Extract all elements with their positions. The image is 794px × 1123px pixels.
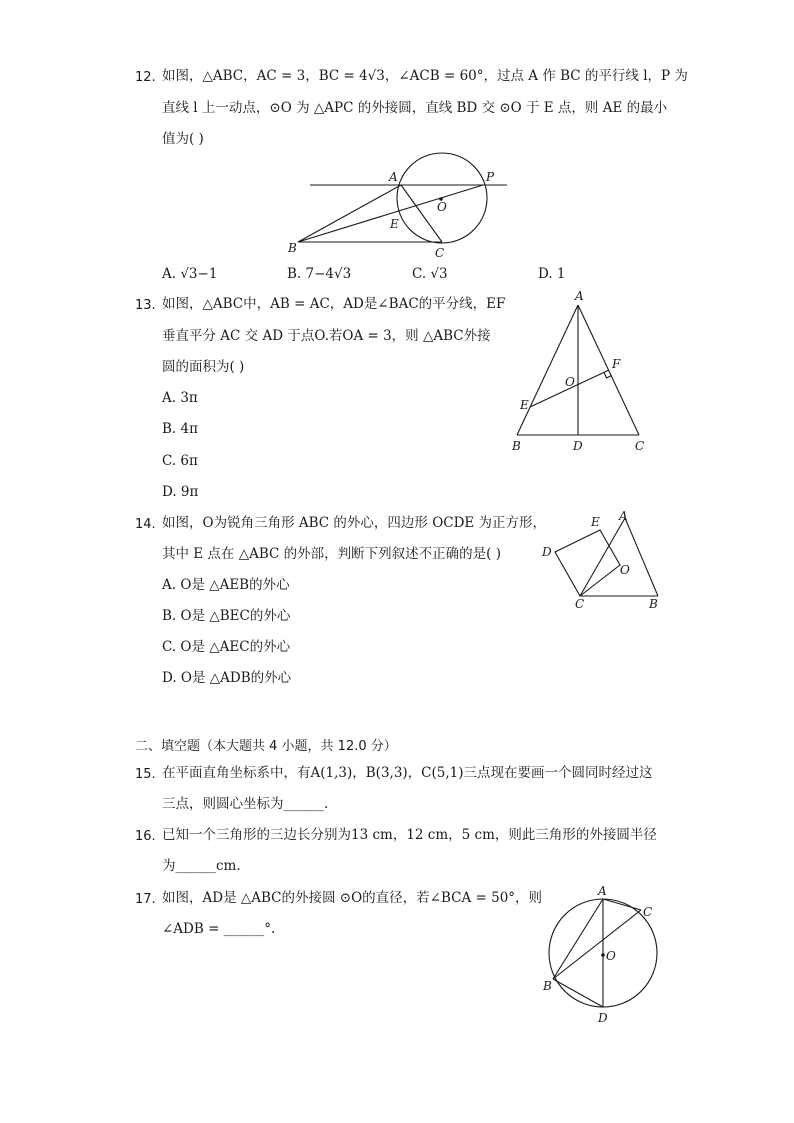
q12-option-a: A. √3−1 (162, 266, 218, 282)
q15-line1: 在平面直角坐标系中，有A(1,3)，B(3,3)，C(5,1)三点现在要画一个圆同时经过这 (162, 765, 653, 781)
q17-label-c: C (643, 905, 653, 919)
q13-option-c: C. 6π (162, 453, 198, 469)
q14-option-d: D. O是 △ADB的外心 (162, 670, 292, 686)
q14-label-o: O (620, 563, 630, 577)
q12-label-c: C (435, 246, 445, 260)
q12-label-b: B (288, 241, 297, 255)
q12-option-c: C. √3 (412, 266, 448, 282)
q12-label-a: A (389, 170, 398, 184)
q14-figure (538, 505, 668, 619)
q14-label-d: D (542, 545, 552, 559)
q16-number: 16. (135, 829, 156, 844)
q13-label-o: O (565, 375, 575, 389)
q13-figure (505, 285, 655, 461)
q13-line2: 垂直平分 AC 交 AD 于点O.若OA = 3，则 △ABC外接 (162, 328, 491, 344)
q14-label-e: E (591, 515, 600, 529)
q14-option-a: A. O是 △AEB的外心 (162, 577, 290, 593)
q12-option-d: D. 1 (538, 266, 566, 282)
q12-line3: 值为( ) (162, 131, 204, 147)
q14-option-c: C. O是 △AEC的外心 (162, 639, 291, 655)
q13-label-f: F (612, 357, 621, 371)
q12-line2: 直线 l 上一动点，⊙O 为 △APC 的外接圆，直线 BD 交 ⊙O 于 E 点，则 AE 的最小 (162, 100, 668, 116)
q17-label-d: D (598, 1011, 608, 1025)
section-2-title: 二、填空题（本大题共 4 小题，共 12.0 分） (135, 739, 397, 754)
q13-option-a: A. 3π (162, 390, 198, 406)
q13-option-d: D. 9π (162, 484, 199, 500)
q13-label-d: D (573, 439, 583, 453)
q17-label-a: A (598, 884, 607, 898)
q13-label-b: B (512, 439, 521, 453)
q14-label-c: C (575, 597, 585, 611)
q15-line2: 三点，则圆心坐标为______. (162, 796, 329, 812)
q13-option-b: B. 4π (162, 421, 198, 437)
q12-figure (285, 148, 525, 267)
q13-label-a: A (575, 289, 584, 303)
q13-label-c: C (635, 439, 645, 453)
q14-number: 14. (135, 517, 156, 532)
q12-number: 12. (135, 70, 156, 85)
q17-label-o: O (606, 949, 616, 963)
q14-line2: 其中 E 点在 △ABC 的外部，判断下列叙述不正确的是( ) (162, 546, 501, 562)
q17-label-b: B (543, 979, 552, 993)
q15-number: 15. (135, 767, 156, 782)
q13-number: 13. (135, 298, 156, 313)
q14-label-b: B (649, 597, 658, 611)
q12-label-e: E (390, 217, 399, 231)
q17-number: 17. (135, 892, 156, 907)
q12-option-b: B. 7−4√3 (287, 266, 352, 282)
q13-line3: 圆的面积为( ) (162, 359, 245, 375)
q16-line2: 为______cm. (162, 858, 241, 874)
q14-line1: 如图，O为锐角三角形 ABC 的外心，四边形 OCDE 为正方形， (162, 515, 547, 531)
q12-line1: 如图，△ABC，AC = 3，BC = 4√3，∠ACB = 60°，过点 A 作 BC 的平行线 l，P 为 (162, 68, 688, 84)
q14-label-a: A (619, 509, 628, 523)
q12-label-p: P (486, 170, 495, 184)
q14-option-b: B. O是 △BEC的外心 (162, 608, 291, 624)
q13-line1: 如图，△ABC中，AB = AC，AD是∠BAC的平分线，EF (162, 296, 506, 312)
q13-label-e: E (520, 398, 529, 412)
q17-line1: 如图，AD是 △ABC的外接圆 ⊙O的直径，若∠BCA = 50°，则 (162, 890, 543, 906)
q17-figure (535, 880, 670, 1034)
q17-line2: ∠ADB = ______°. (162, 921, 276, 937)
q12-label-o: O (437, 200, 447, 214)
q16-line1: 已知一个三角形的三边长分别为13 cm，12 cm，5 cm，则此三角形的外接圆半径 (162, 827, 657, 843)
